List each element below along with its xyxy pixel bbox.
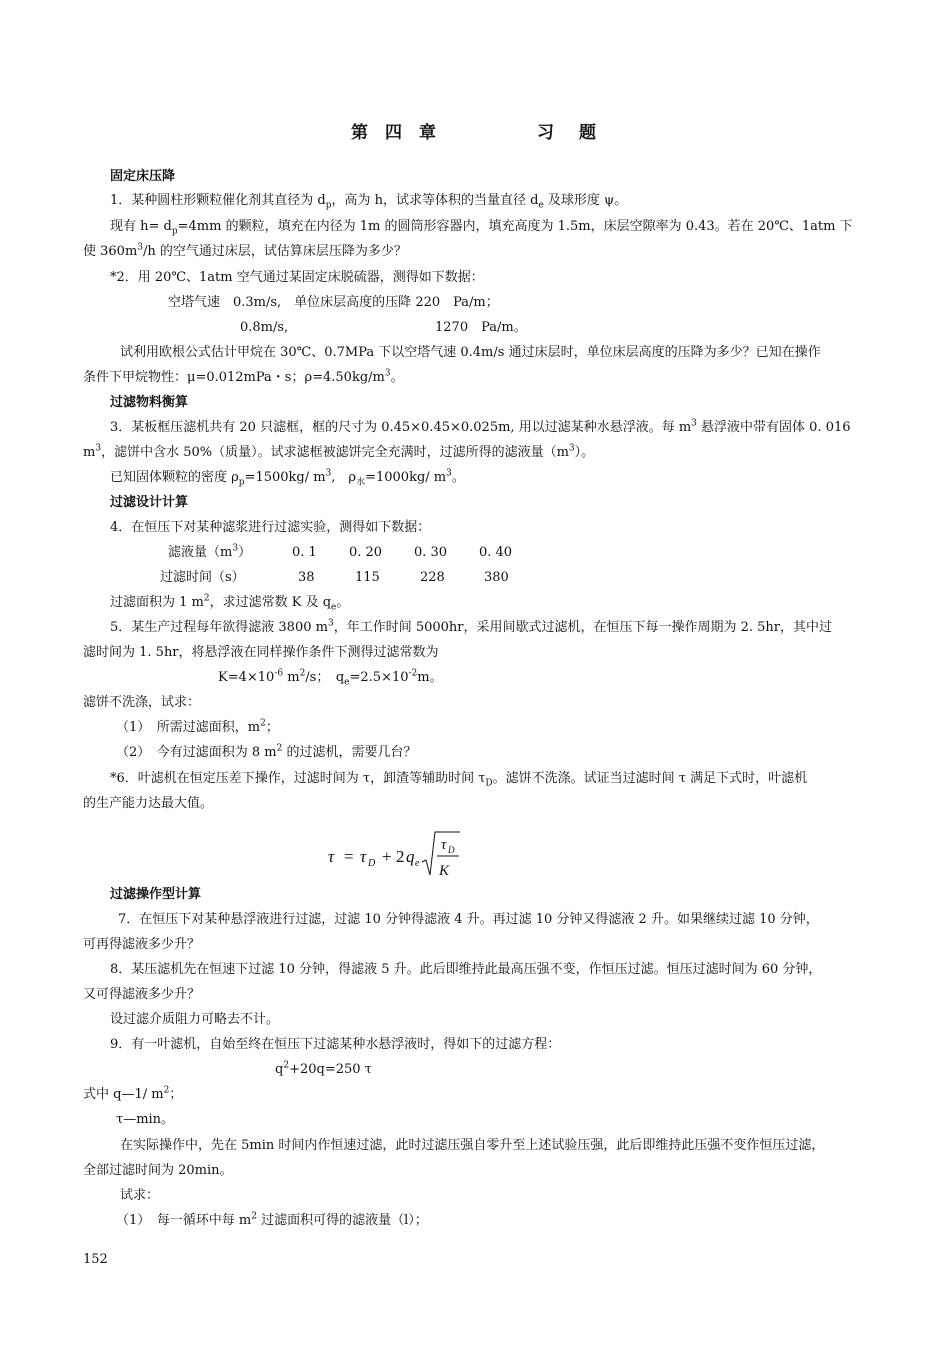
svg-text:D: D: [448, 845, 455, 855]
svg-text:=: =: [344, 847, 354, 866]
svg-text:e: e: [415, 858, 420, 869]
problem-9-item-1: （1） 每一循环中每 $m^2$ 过滤面积可得的滤液量（l）；: [116, 1211, 428, 1228]
svg-text:K: K: [439, 863, 450, 879]
svg-text:τ: τ: [328, 847, 335, 866]
table-row-1-label: 滤液量$(m^3)$: [168, 543, 252, 560]
problem-3-line-2: $m^3$，滤饼中含水 50%（质量）。试求滤框被滤饼完全充满时，过滤所得的滤液量$(m^3)$。: [83, 443, 595, 460]
problem-2-line-5: 条件下甲烷物性：μ=0.012mPa・s；$\rho=4.50kg/m^3$。: [83, 368, 404, 385]
problem-8-line-1: 8．某压滤机先在恒速下过滤 10 分钟，得滤液 5 升。此后即维持此最高压强不变，作恒压过滤。恒压过滤时间为 60 分钟，: [110, 962, 822, 977]
page-number: 152: [83, 1252, 108, 1267]
svg-text:D: D: [368, 858, 376, 869]
problem-5-item-1: （1） 所需过滤面积，$m^2$；: [116, 718, 279, 735]
problem-1-line-3: 使 $360m^3/h$ 的空气通过床层，试估算床层压降为多少？: [83, 242, 407, 259]
table-cell: 380: [484, 570, 509, 585]
section-heading-design: 过滤设计计算: [110, 495, 189, 510]
problem-8-line-2: 又可得滤液多少升？: [83, 987, 201, 1002]
problem-1-line-1: 1．某种圆柱形颗粒催化剂其直径为 $d_p$，高为 h，试求等体积的当量直径 $d_e$ 及球形度 ψ。: [110, 193, 628, 211]
table-cell: 0. 30: [414, 545, 448, 560]
svg-text:q: q: [406, 847, 415, 866]
svg-text:τ: τ: [441, 837, 447, 853]
problem-2-line-1: *2．用 20℃、1atm 空气通过某固定床脱硫器，测得如下数据：: [110, 270, 484, 285]
problem-2-line-4: 试利用欧根公式估计甲烷在 30℃、0.7MPa 下以空塔气速 0.4m/s 通过床层时，单位床层高度的压降为多少？已知在操作: [120, 345, 821, 360]
svg-text:2: 2: [396, 847, 405, 866]
problem-9-line-5: 在实际操作中，先在 5min 时间内作恒速过滤，此时过滤压强自零升至上述试验压强，此后即维持此压强不变作恒压过滤，: [120, 1138, 825, 1153]
problem-9-line-7: 试求：: [120, 1188, 160, 1203]
problem-7-line-2: 可再得滤液多少升？: [83, 937, 201, 952]
filtration-equation: $q^2+20q=250$ τ: [275, 1060, 372, 1077]
problem-8-line-3: 设过滤介质阻力可略去不计。: [110, 1012, 280, 1027]
table-cell: 228: [420, 570, 445, 585]
problem-6-line-1: *6．叶滤机在恒定压差下操作，过滤时间为 τ，卸渣等辅助时间 $\tau_D$。滤饼不洗涤。试证当过滤时间 τ 满足下式时，叶滤机: [110, 771, 808, 789]
problem-6-line-2: 的生产能力达最大值。: [83, 796, 214, 811]
problem-2-data-row-1: 空塔气速 0.3m/s, 单位床层高度的压降 220 Pa/m；: [168, 295, 499, 310]
table-cell: 115: [355, 570, 380, 585]
chapter-label: 第 四 章: [351, 123, 437, 143]
table-row-2-label: 过滤时间（s）: [160, 570, 245, 585]
problem-3-line-1: 3．某板框压滤机共有 20 只滤框，框的尺寸为 0.45×0.45×0.025m, 用以过滤某种水悬浮液。每 $m^3$ 悬浮液中带有固体 0. 016: [110, 418, 851, 435]
problem-3-line-3: 已知固体颗粒的密度 $\rho_p=1500kg/$ $m^3$, $\rho_水=1000kg/$ $m^3$。: [110, 468, 465, 488]
table-cell: 0. 20: [349, 545, 383, 560]
exercises-label: 习 题: [537, 123, 597, 143]
section-heading-operation: 过滤操作型计算: [110, 887, 202, 902]
problem-9-symbol-q: 式中 q—1/ $m^2$；: [83, 1085, 183, 1102]
problem-4-line-4: 过滤面积为 1 $m^2$，求过滤常数 K 及 $q_e$。: [110, 593, 350, 613]
problem-2-data-row-2a: 0.8m/s,: [240, 320, 289, 335]
svg-text:τ: τ: [360, 847, 367, 866]
table-cell: 38: [298, 570, 315, 585]
section-heading-mass-balance: 过滤物料衡算: [110, 395, 189, 410]
section-heading-fixed-bed: 固定床压降: [110, 169, 176, 184]
problem-2-data-row-2b: 1270 Pa/m。: [435, 320, 527, 335]
problem-5-constants: $K=4\times 10^{-6}$ $m^2/s$； $q_e=2.5\times 10^{-2}m$。: [218, 668, 443, 688]
table-cell: 0. 1: [292, 545, 317, 560]
problem-9-line-6: 全部过滤时间为 20min。: [83, 1163, 233, 1178]
chapter-title: [0, 118, 952, 143]
svg-text:+: +: [382, 847, 392, 866]
problem-5-line-2: 滤时间为 1. 5hr，将悬浮液在同样操作条件下测得过滤常数为: [83, 645, 439, 660]
problem-5-item-2: （2） 今有过滤面积为 8 $m^2$ 的过滤机，需要几台？: [116, 743, 417, 760]
table-cell: 0. 40: [479, 545, 513, 560]
optimal-time-formula: [326, 828, 466, 882]
problem-5-line-1: 5．某生产过程每年欲得滤液 3800 $m^3$，年工作时间 5000hr，采用间歇式过滤机，在恒压下每一操作周期为 2. 5hr，其中过: [110, 618, 833, 635]
problem-4-line-1: 4．在恒压下对某种滤浆进行过滤实验，测得如下数据：: [110, 520, 431, 535]
problem-9-line-1: 9．有一叶滤机，自始至终在恒压下过滤某种水悬浮液时，得如下的过滤方程：: [110, 1037, 561, 1052]
problem-1-line-2: 现有 $h= d_p=4mm$ 的颗粒，填充在内径为 1m 的圆筒形容器内，填充高度为 1.5m，床层空隙率为 0.43。若在 20℃、1atm 下: [110, 219, 853, 237]
problem-5-line-4: 滤饼不洗涤，试求：: [83, 695, 201, 710]
problem-9-symbol-tau: τ—min。: [116, 1112, 175, 1127]
problem-7-line-1: 7．在恒压下对某种悬浮液进行过滤，过滤 10 分钟得滤液 4 升。再过滤 10 分钟又得滤液 2 升。如果继续过滤 10 分钟，: [118, 912, 819, 927]
